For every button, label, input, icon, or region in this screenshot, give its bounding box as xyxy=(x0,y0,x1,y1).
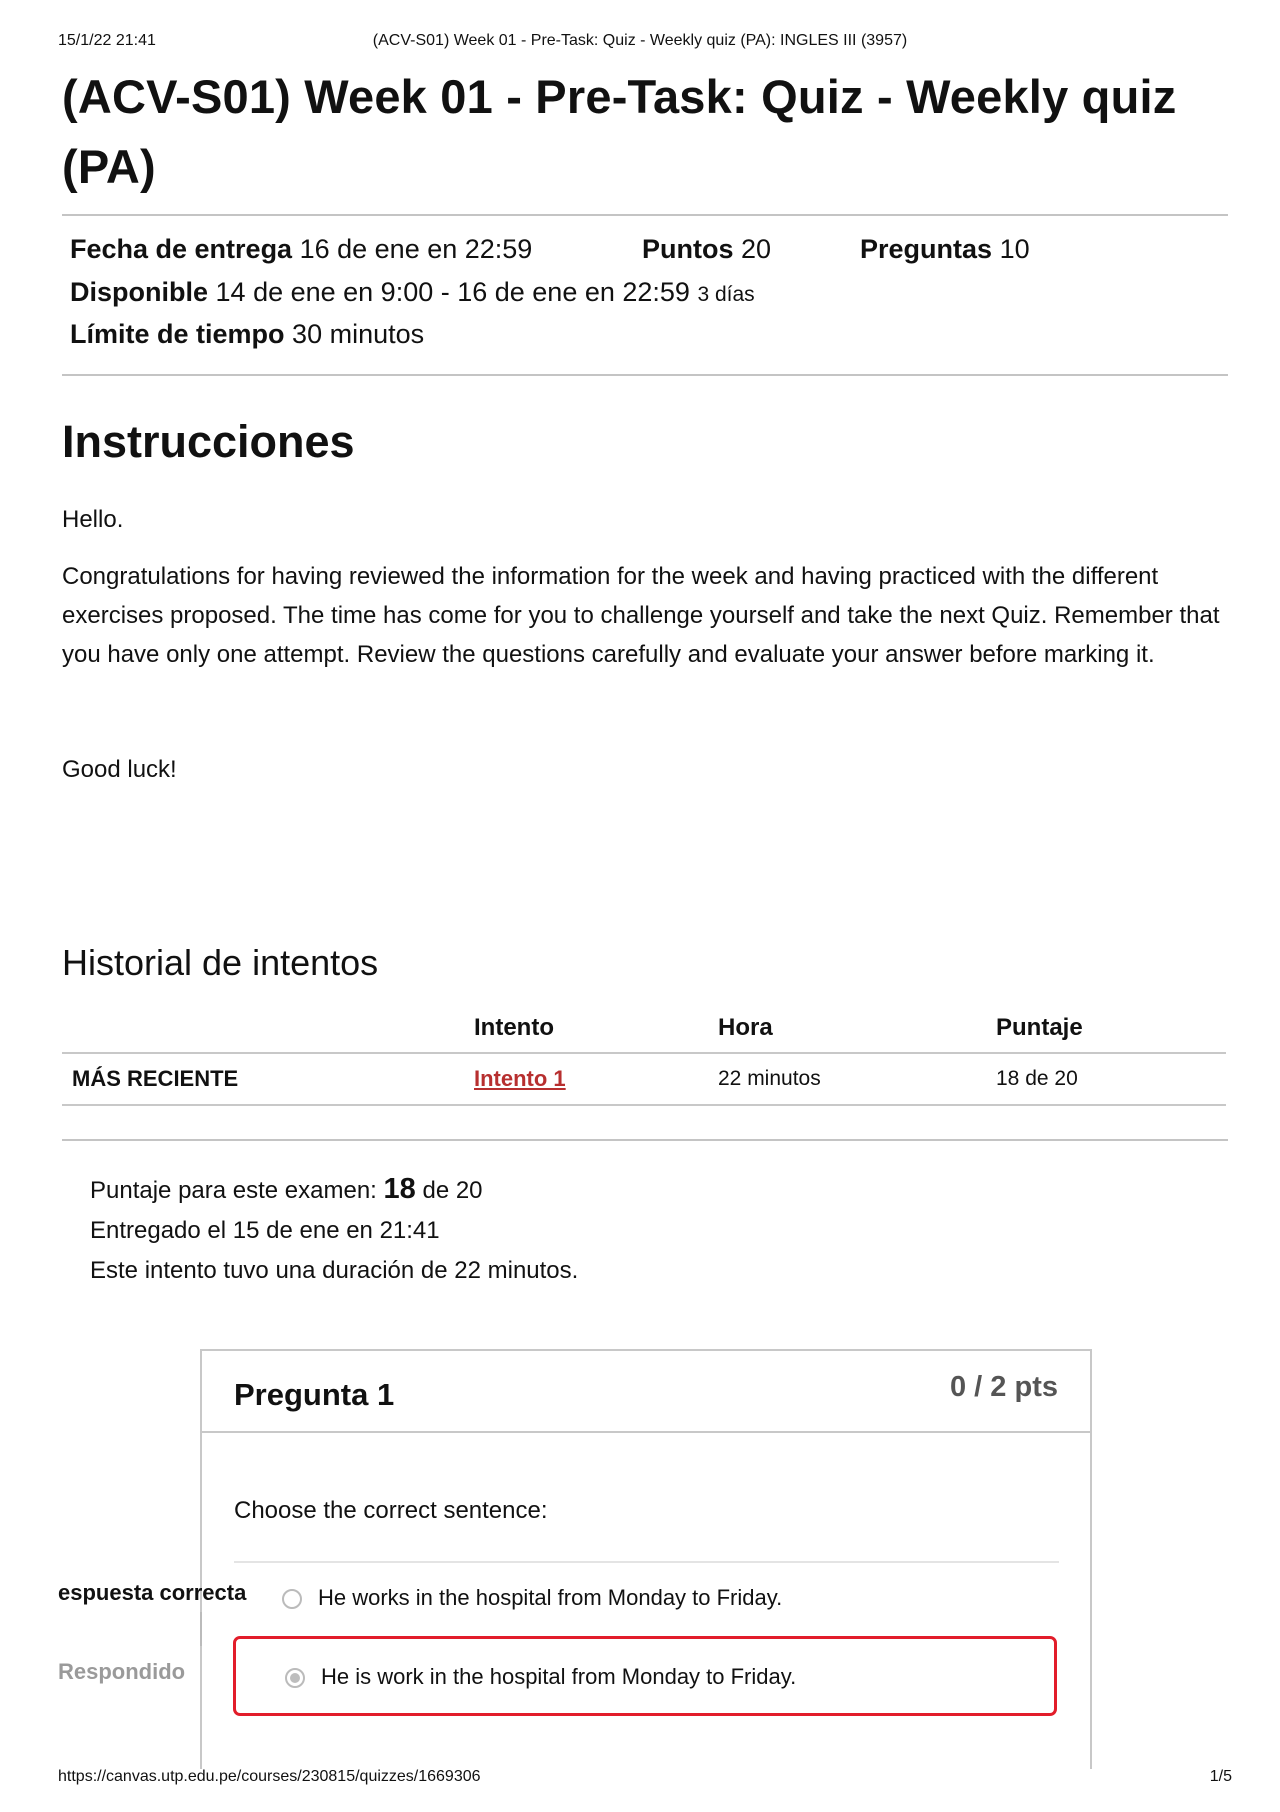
row-label: MÁS RECIENTE xyxy=(62,1053,474,1105)
print-header xyxy=(0,32,1280,52)
print-footer xyxy=(0,1768,1280,1788)
page-url: https://canvas.utp.edu.pe/courses/230815/quizzes/1669306 xyxy=(58,1768,481,1785)
radio-icon[interactable] xyxy=(282,1589,302,1609)
score-value: 18 xyxy=(383,1173,416,1205)
attempt-score: 18 de 20 xyxy=(996,1053,1226,1105)
answer-option[interactable] xyxy=(285,1664,796,1690)
time-limit xyxy=(70,319,424,350)
due-value: 16 de ene en 22:59 xyxy=(299,234,533,264)
divider xyxy=(62,1139,1228,1141)
column-header: Puntaje xyxy=(996,1003,1226,1053)
score-line xyxy=(90,1169,1228,1211)
duration-line: Este intento tuvo una duración de 22 minutos. xyxy=(90,1257,579,1284)
answer-text: He is work in the hospital from Monday to Friday. xyxy=(321,1664,797,1689)
availability xyxy=(70,277,755,308)
attempt-time: 22 minutos xyxy=(718,1053,996,1105)
score-prefix: Puntaje para este examen: xyxy=(90,1177,377,1204)
points-value: 20 xyxy=(741,234,772,264)
table-header-row xyxy=(62,1003,1226,1053)
quiz-details xyxy=(62,216,1228,374)
instructions-closing: Good luck! xyxy=(62,756,177,783)
question-points: 0 / 2 pts xyxy=(950,1371,1058,1403)
attempt-link[interactable]: Intento 1 xyxy=(474,1066,566,1091)
time-limit-value: 30 minutos xyxy=(292,319,425,349)
answer-option[interactable] xyxy=(282,1585,782,1611)
answer-text: He works in the hospital from Monday to Friday. xyxy=(318,1585,783,1610)
attempt-history-table xyxy=(62,1003,1226,1106)
available-label: Disponible xyxy=(70,277,209,307)
score-suffix: de 20 xyxy=(422,1177,483,1204)
page-title: (ACV-S01) Week 01 - Pre-Task: Quiz - Weekly quiz (PA) xyxy=(62,70,1177,193)
main-content xyxy=(62,62,1228,1291)
print-title: (ACV-S01) Week 01 - Pre-Task: Quiz - Weekly quiz (PA): INGLES III (3957) xyxy=(372,32,908,49)
due-date xyxy=(70,234,532,265)
due-label: Fecha de entrega xyxy=(70,234,293,264)
page-number: 1/5 xyxy=(1209,1768,1232,1785)
correct-answer-label: espuesta correcta xyxy=(58,1580,247,1605)
radio-icon[interactable] xyxy=(285,1668,305,1688)
print-date: 15/1/22 21:41 xyxy=(58,32,156,49)
question-text: Choose the correct sentence: xyxy=(234,1497,548,1524)
column-header: Hora xyxy=(718,1003,996,1053)
question-header xyxy=(202,1351,1090,1433)
questions-label: Preguntas xyxy=(860,234,993,264)
table-row xyxy=(62,1053,1226,1105)
column-header: Intento xyxy=(474,1003,718,1053)
label-connector xyxy=(200,1612,202,1646)
question-title: Pregunta 1 xyxy=(234,1377,395,1412)
column-header xyxy=(62,1003,474,1053)
questions xyxy=(860,234,1030,265)
answered-label: Respondido xyxy=(58,1659,186,1684)
points-label: Puntos xyxy=(642,234,734,264)
attempt-cell xyxy=(474,1053,718,1105)
available-days: 3 días xyxy=(697,283,755,306)
instructions-body: Congratulations for having reviewed the information for the week and having practiced with the different exercises proposed. The time has come for you to challenge yourself and take the next Quiz. Remember that you have only one attempt. Review the questions carefully and evaluate your answer before marking it. xyxy=(62,563,1220,668)
divider xyxy=(62,374,1228,376)
time-limit-label: Límite de tiempo xyxy=(70,319,285,349)
instructions-heading: Instrucciones xyxy=(62,416,355,467)
available-value: 14 de ene en 9:00 - 16 de ene en 22:59 xyxy=(215,277,690,307)
question-divider xyxy=(234,1561,1059,1563)
attempt-summary xyxy=(90,1169,1228,1291)
history-heading: Historial de intentos xyxy=(62,942,379,983)
questions-value: 10 xyxy=(999,234,1030,264)
points xyxy=(642,234,771,265)
submitted-line: Entregado el 15 de ene en 21:41 xyxy=(90,1217,440,1244)
instructions-greeting: Hello. xyxy=(62,506,124,533)
